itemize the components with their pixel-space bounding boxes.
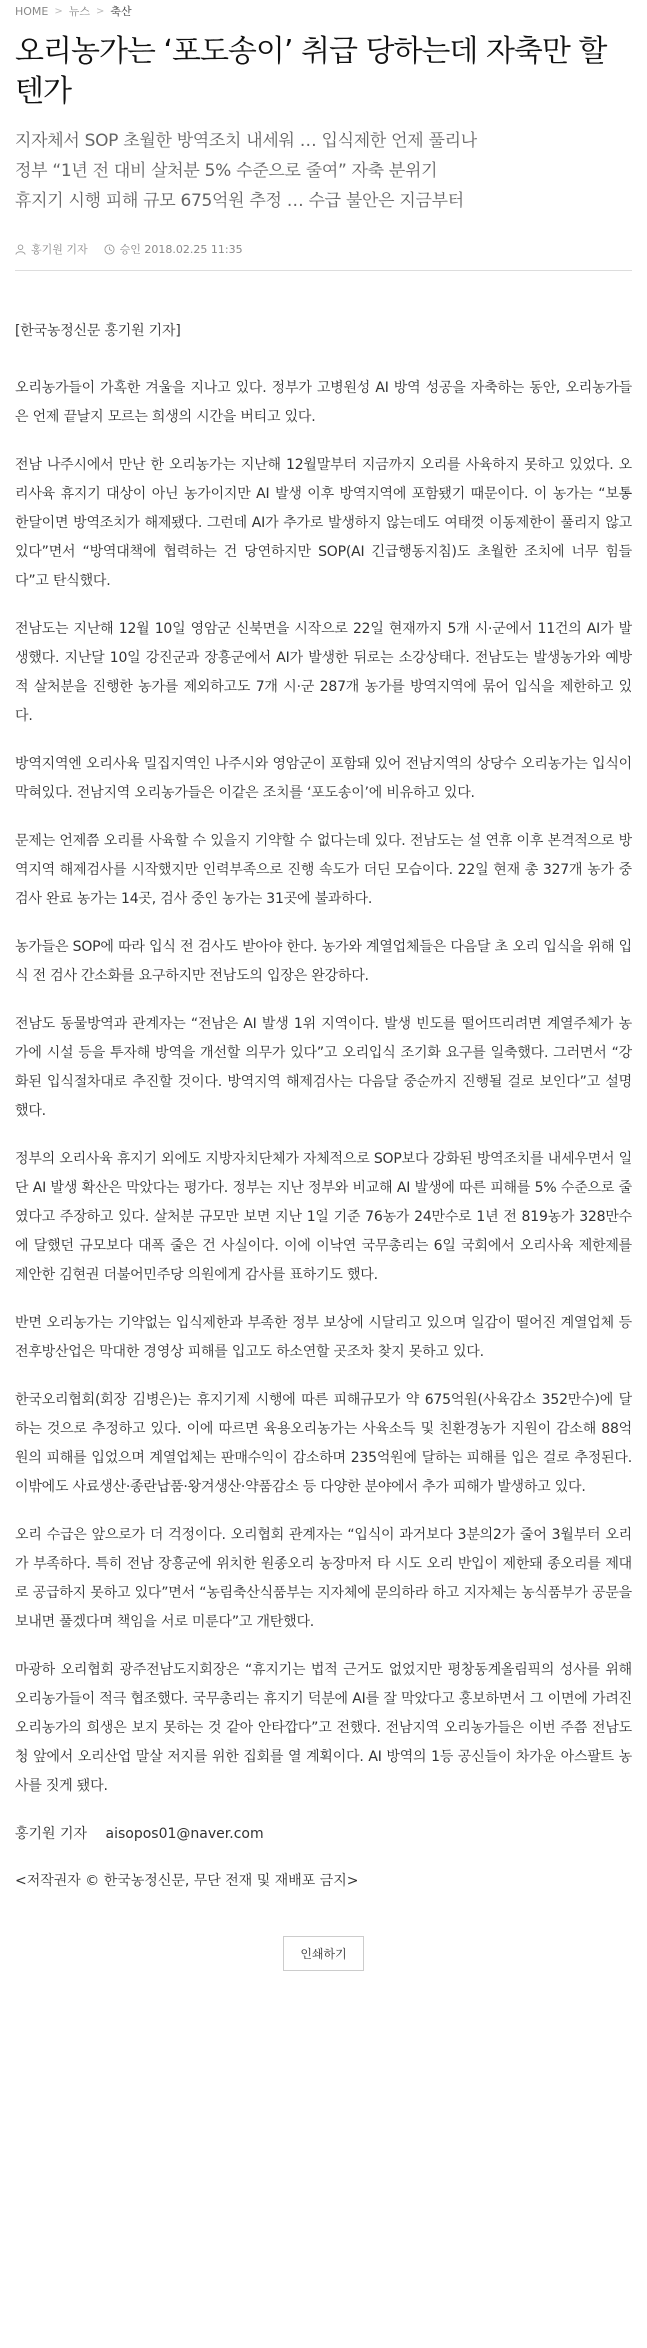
subheadline-block: [15, 126, 632, 216]
writer-name: 홍기원 기자: [15, 1826, 88, 1842]
breadcrumb-home[interactable]: HOME: [15, 4, 49, 18]
article-page: [15, 0, 632, 1971]
author-info: [15, 241, 88, 257]
article-meta: [15, 238, 632, 260]
body-paragraph: 정부의 오리사육 휴지기 외에도 지방자치단체가 자체적으로 SOP보다 강화된 방역조치를 내세우면서 일단 AI 발생 확산은 막았다는 평가다. 정부는 지난 정부와 비교해 AI 발생에 따른 피해를 5% 수준으로 줄였다고 주장하고 있다. 살처분 규모만 보면 지난 1일 기준 76농가 24만수로 1년 전 819농가 328만수에 달했던 규모보다 대폭 줄은 건 사실이다. 이에 이낙연 국무총리는 6일 국회에서 오리사육 제한제를 제안한 김현권 더불어민주당 의원에게 감사를 표하기도 했다.: [15, 1151, 632, 1283]
body-paragraph: 오리농가들이 가혹한 겨울을 지나고 있다. 정부가 고병원성 AI 방역 성공을 자축하는 동안, 오리농가들은 언제 끝날지 모르는 희생의 시간을 버티고 있다.: [15, 380, 632, 425]
print-button[interactable]: 인쇄하기: [283, 1936, 363, 1971]
body-paragraph: 반면 오리농가는 기약없는 입식제한과 부족한 정부 보상에 시달리고 있으며 일감이 떨어진 계열업체 등 전후방산업은 막대한 경영상 피해를 입고도 하소연할 곳조차 찾지 못하고 있다.: [15, 1315, 632, 1360]
body-paragraph: 마광하 오리협회 광주전남도지회장은 “휴지기는 법적 근거도 없었지만 평창동계올림픽의 성사를 위해 오리농가들이 적극 협조했다. 국무총리는 휴지기 덕분에 AI를 잘 막았다고 홍보하면서 그 이면에 가려진 오리농가의 희생은 보지 못하는 것 같아 안타깝다”고 전했다. 전남지역 오리농가들은 이번 주쯤 전남도청 앞에서 오리산업 말살 저지를 위한 집회를 열 계획이다. AI 방역의 1등 공신들이 차가운 아스팔트 농사를 짓게 됐다.: [15, 1662, 632, 1794]
body-paragraph: 한국오리협회(회장 김병은)는 휴지기제 시행에 따른 피해규모가 약 675억원(사육감소 352만수)에 달하는 것으로 추정하고 있다. 이에 따르면 육용오리농가는 사육소득 및 친환경농가 지원이 감소해 88억원의 피해를 입었으며 계열업체는 판매수익이 감소하며 235억원에 달하는 피해를 입은 걸로 추정된다. 이밖에도 사료생산·종란납품·왕겨생산·약품감소 등 다양한 분야에서 추가 피해가 발생하고 있다.: [15, 1392, 632, 1495]
header-divider: [15, 270, 632, 271]
breadcrumb-current[interactable]: 축산: [110, 5, 132, 18]
publish-info: [104, 241, 243, 257]
body-paragraph: 전남도는 지난해 12월 10일 영암군 신북면을 시작으로 22일 현재까지 5개 시·군에서 11건의 AI가 발생했다. 지난달 10일 강진군과 장흥군에서 AI가 발생한 뒤로는 소강상태다. 전남도는 발생농가와 예방적 살처분을 진행한 농가를 제외하고도 7개 시·군 287개 농가를 방역지역에 묶어 입식을 제한하고 있다.: [15, 621, 632, 724]
writer-email[interactable]: aisopos01@naver.com: [105, 1826, 264, 1842]
body-paragraph: 전남 나주시에서 만난 한 오리농가는 지난해 12월말부터 지금까지 오리를 사육하지 못하고 있었다. 오리사육 휴지기 대상이 아닌 농가이지만 AI 발생 이후 방역지역에 포함됐기 때문이다. 이 농가는 “보통 한달이면 방역조치가 해제됐다. 그런데 AI가 추가로 발생하지 않는데도 여태껏 이동제한이 풀리지 않고 있다”면서 “방역대책에 협력하는 건 당연하지만 SOP(AI 긴급행동지침)도 초월한 조치에 너무 힘들다”고 탄식했다.: [15, 457, 632, 589]
article-body: [15, 317, 632, 1896]
clock-icon: [104, 244, 115, 255]
copyright-notice: <저작권자 © 한국농정신문, 무단 전재 및 재배포 금지>: [15, 1873, 359, 1889]
body-paragraph: 오리 수급은 앞으로가 더 걱정이다. 오리협회 관계자는 “입식이 과거보다 3분의2가 줄어 3월부터 오리가 부족하다. 특히 전남 장흥군에 위치한 원종오리 농장마저 타 시도 오리 반입이 제한돼 종오리를 제대로 공급하지 못하고 있다”면서 “농림축산식품부는 지자체에 문의하라 하고 지자체는 농식품부가 공문을 보내면 풀겠다며 책임을 서로 미룬다”고 개탄했다.: [15, 1527, 632, 1630]
chevron-right-icon: >: [96, 5, 105, 17]
publish-date: 승인 2018.02.25 11:35: [119, 243, 243, 256]
article-headline: 오리농가는 ‘포도송이’ 취급 당하는데 자축만 할텐가: [15, 34, 607, 109]
print-area: [15, 1936, 632, 1971]
chevron-right-icon: >: [54, 5, 63, 17]
author-name[interactable]: 홍기원 기자: [31, 243, 88, 256]
body-paragraph: 농가들은 SOP에 따라 입식 전 검사도 받아야 한다. 농가와 계열업체들은 다음달 초 오리 입식을 위해 입식 전 검사 간소화를 요구하지만 전남도의 입장은 완강하다.: [15, 939, 632, 984]
byline-paragraph: [한국농정신문 홍기원 기자]: [15, 323, 181, 339]
body-paragraph: 방역지역엔 오리사육 밀집지역인 나주시와 영암군이 포함돼 있어 전남지역의 상당수 오리농가는 입식이 막혀있다. 전남지역 오리농가들은 이같은 조치를 ‘포도송이’에 비유하고 있다.: [15, 756, 632, 801]
person-icon: [15, 244, 26, 255]
subheadline: 정부 “1년 전 대비 살처분 5% 수준으로 줄여” 자축 분위기: [15, 161, 438, 181]
writer-signature: [15, 1820, 632, 1849]
subheadline: 지자체서 SOP 초월한 방역조치 내세워 … 입식제한 언제 풀리나: [15, 131, 477, 151]
body-paragraph: 문제는 언제쯤 오리를 사육할 수 있을지 기약할 수 없다는데 있다. 전남도는 설 연휴 이후 본격적으로 방역지역 해제검사를 시작했지만 인력부족으로 진행 속도가 더딘 모습이다. 22일 현재 총 327개 농가 중 검사 완료 농가는 14곳, 검사 중인 농가는 31곳에 불과하다.: [15, 833, 632, 907]
breadcrumb: [15, 2, 632, 20]
subheadline: 휴지기 시행 피해 규모 675억원 추정 … 수급 불안은 지금부터: [15, 191, 464, 211]
breadcrumb-section[interactable]: 뉴스: [68, 5, 91, 18]
body-paragraph: 전남도 동물방역과 관계자는 “전남은 AI 발생 1위 지역이다. 발생 빈도를 떨어뜨리려면 계열주체가 농가에 시설 등을 투자해 방역을 개선할 의무가 있다”고 오리입식 조기화 요구를 일축했다. 그러면서 “강화된 입식절차대로 추진할 것이다. 방역지역 해제검사는 다음달 중순까지 진행될 걸로 보인다”고 설명했다.: [15, 1016, 632, 1119]
